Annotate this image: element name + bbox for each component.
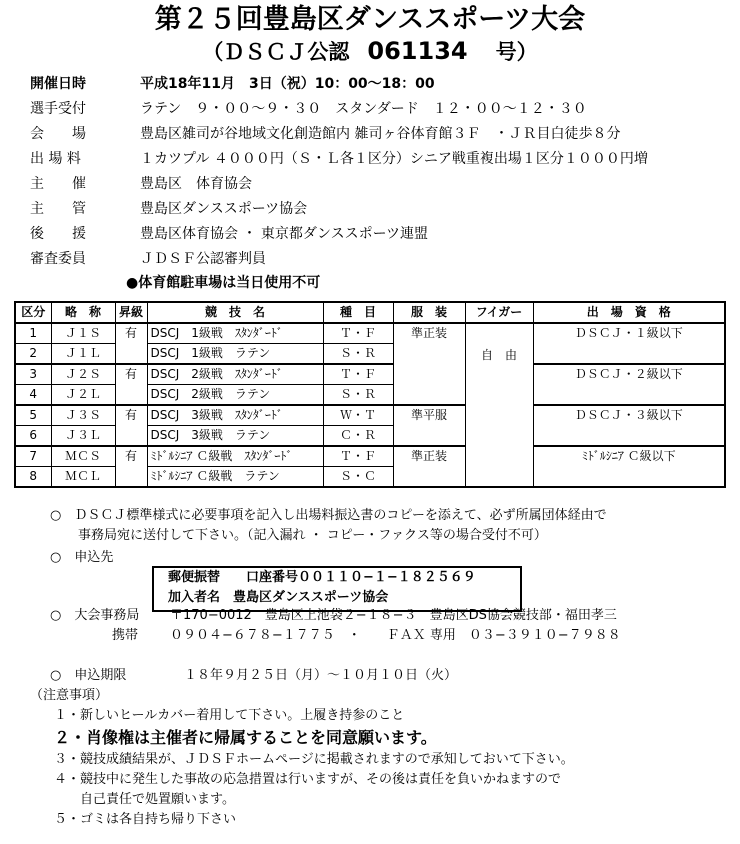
cell-name: DSCJ 3級戦 ｽﾀﾝﾀﾞｰﾄﾞ (147, 405, 323, 426)
certification-line (0, 36, 740, 67)
cell-event: Ｔ・Ｆ (323, 446, 393, 467)
info-label: 開催日時 (30, 76, 86, 92)
info-label: 出 場 料 (30, 151, 81, 167)
cell-abbr: Ｊ１Ｌ (51, 344, 115, 365)
account-number: 郵便振替 口座番号００１１０−１−１８２５６９ (168, 570, 476, 585)
deadline-label: ○ 申込期限 (50, 668, 127, 683)
certification-number: 061134 (367, 37, 468, 65)
office-address: 〒170−0012 豊島区上池袋２−１８−３ 豊島区DS協会競技部・福田孝三 (170, 608, 617, 623)
table-row (15, 323, 725, 344)
page-title: 第２５回豊島区ダンススポーツ大会 (154, 4, 586, 35)
info-value: ラテン ９・００〜９・３０ スタンダード １２・００〜１２・３０ (140, 101, 587, 117)
info-row-judges (30, 247, 730, 272)
column-header: 出 場 資 格 (533, 302, 725, 323)
cell-dress: 準平服 (393, 405, 465, 446)
event-info (30, 72, 730, 294)
application-instruction-1: ○ ＤＳＣＪ標準様式に必要事項を記入し出場料振込書のコピーを添えて、必ず所属団体経由で (50, 508, 607, 523)
info-value: 豊島区 体育協会 (140, 176, 252, 192)
cell-no: 5 (15, 405, 51, 426)
column-header: 種 目 (323, 302, 393, 323)
cell-event: Ｃ・Ｒ (323, 426, 393, 447)
table-row (15, 364, 725, 385)
cell-no: 1 (15, 323, 51, 344)
column-header: 略 称 (51, 302, 115, 323)
info-value: ＪＤＳＦ公認審判員 (140, 251, 266, 267)
cell-name: ﾐﾄﾞﾙｼﾆｱ Ｃ級戦 ｽﾀﾝﾀﾞｰﾄﾞ (147, 446, 323, 467)
cell-no: 3 (15, 364, 51, 385)
parking-note: ●体育館駐車場は当日使用不可 (126, 275, 321, 291)
office-label: ○ 大会事務局 (50, 608, 140, 623)
deadline-value: １８年９月２５日（月）〜１０月１０日（火） (184, 668, 458, 683)
cell-promo: 有 (115, 405, 147, 446)
cell-qual: ＤＳＣＪ・１級以下 (533, 323, 725, 364)
cell-abbr: Ｊ１Ｓ (51, 323, 115, 344)
cell-event: Ｓ・Ｒ (323, 344, 393, 365)
info-label: 後 援 (30, 226, 86, 242)
cell-abbr: Ｊ２Ｌ (51, 385, 115, 406)
cell-event: Ｓ・Ｃ (323, 467, 393, 488)
cell-name: DSCJ 1級戦 ラテン (147, 344, 323, 365)
cell-promo: 有 (115, 323, 147, 364)
info-row-organizer (30, 172, 730, 197)
table-row (15, 405, 725, 426)
info-row-support (30, 222, 730, 247)
cell-dress: 準正装 (393, 323, 465, 405)
cell-event: Ｗ・Ｔ (323, 405, 393, 426)
cell-name: DSCJ 3級戦 ラテン (147, 426, 323, 447)
cell-abbr: ＭＣＳ (51, 446, 115, 467)
column-header: 服 装 (393, 302, 465, 323)
note-item: ４・競技中に発生した事故の応急措置は行いますが、その後は責任を負いかねますので (54, 772, 562, 787)
cell-qual: ＤＳＣＪ・３級以下 (533, 405, 725, 446)
notes-section (30, 686, 574, 830)
table-header-row (15, 302, 725, 323)
cell-promo: 有 (115, 364, 147, 405)
cell-no: 8 (15, 467, 51, 488)
cell-qual: ＤＳＣＪ・２級以下 (533, 364, 725, 405)
note-item: ３・競技成績結果が、ＪＤＳＦホームページに掲載されますので承知しておいて下さい。 (54, 752, 574, 767)
column-header: 昇級 (115, 302, 147, 323)
info-value: 豊島区雑司が谷地域文化創造館内 雑司ヶ谷体育館３Ｆ ・ＪＲ目白徒歩８分 (140, 126, 621, 142)
note-item: １・新しいヒールカバー着用して下さい。上履き持参のこと (54, 708, 405, 723)
info-label: 会 場 (30, 126, 86, 142)
cell-no: 7 (15, 446, 51, 467)
cell-no: 6 (15, 426, 51, 447)
cell-name: DSCJ 1級戦 ｽﾀﾝﾀﾞｰﾄﾞ (147, 323, 323, 344)
cell-name: ﾐﾄﾞﾙｼﾆｱ Ｃ級戦 ラテン (147, 467, 323, 488)
cell-abbr: Ｊ３Ｓ (51, 405, 115, 426)
cell-name: DSCJ 2級戦 ラテン (147, 385, 323, 406)
cell-promo: 有 (115, 446, 147, 487)
cell-no: 2 (15, 344, 51, 365)
info-value: 豊島区体育協会 ・ 東京都ダンススポーツ連盟 (140, 226, 429, 242)
cell-abbr: Ｊ３Ｌ (51, 426, 115, 447)
note-item: 自己責任で処置願います。 (80, 792, 235, 807)
info-row-reception (30, 97, 730, 122)
info-label: 選手受付 (30, 101, 86, 117)
cell-figure: 自 由 (465, 323, 533, 487)
info-label: 主 管 (30, 201, 86, 217)
cell-abbr: Ｊ２Ｓ (51, 364, 115, 385)
cell-event: Ｓ・Ｒ (323, 385, 393, 406)
note-item: ２・肖像権は主催者に帰属することを同意願います。 (54, 728, 437, 747)
application-destination-label: ○ 申込先 (50, 550, 114, 565)
info-row-management (30, 197, 730, 222)
info-row-venue (30, 122, 730, 147)
cell-event: Ｔ・Ｆ (323, 364, 393, 385)
competition-table (14, 301, 726, 488)
account-holder: 加入者名 豊島区ダンススポーツ協会 (168, 590, 389, 605)
notes-heading: （注意事項） (30, 688, 109, 703)
info-value: 平成18年11月 3日（祝）10：00〜18：00 (140, 76, 435, 92)
cell-dress: 準正装 (393, 446, 465, 487)
info-label: 審査委員 (30, 251, 86, 267)
certification-suffix: 号） (495, 40, 538, 64)
column-header: 区分 (15, 302, 51, 323)
info-label: 主 催 (30, 176, 86, 192)
certification-prefix: （ＤＳＣＪ公認 (202, 40, 350, 64)
column-header: フイガー (465, 302, 533, 323)
info-row-date (30, 72, 730, 97)
cell-name: DSCJ 2級戦 ｽﾀﾝﾀﾞｰﾄﾞ (147, 364, 323, 385)
cell-abbr: ＭＣＬ (51, 467, 115, 488)
cell-qual: ﾐﾄﾞﾙｼﾆｱ Ｃ級以下 (533, 446, 725, 487)
info-row-fee (30, 147, 730, 172)
application-instruction-2: 事務局宛に送付して下さい。（記入漏れ ・ コピー・ファクス等の場合受付不可） (78, 528, 547, 543)
note-item: ５・ゴミは各自持ち帰り下さい (54, 812, 237, 827)
column-header: 競 技 名 (147, 302, 323, 323)
info-value: １カツプル ４０００円（Ｓ・Ｌ各１区分）シニア戦重複出場１区分１０００円増 (140, 151, 648, 167)
phone-label: 携帯 (112, 628, 139, 643)
info-value: 豊島区ダンススポーツ協会 (140, 201, 308, 217)
cell-no: 4 (15, 385, 51, 406)
cell-event: Ｔ・Ｆ (323, 323, 393, 344)
table-row (15, 446, 725, 467)
phone-fax: ０９０４−６７８−１７７５ ・ ＦＡＸ 専用 ０３−３９１０−７９８８ (170, 628, 621, 643)
